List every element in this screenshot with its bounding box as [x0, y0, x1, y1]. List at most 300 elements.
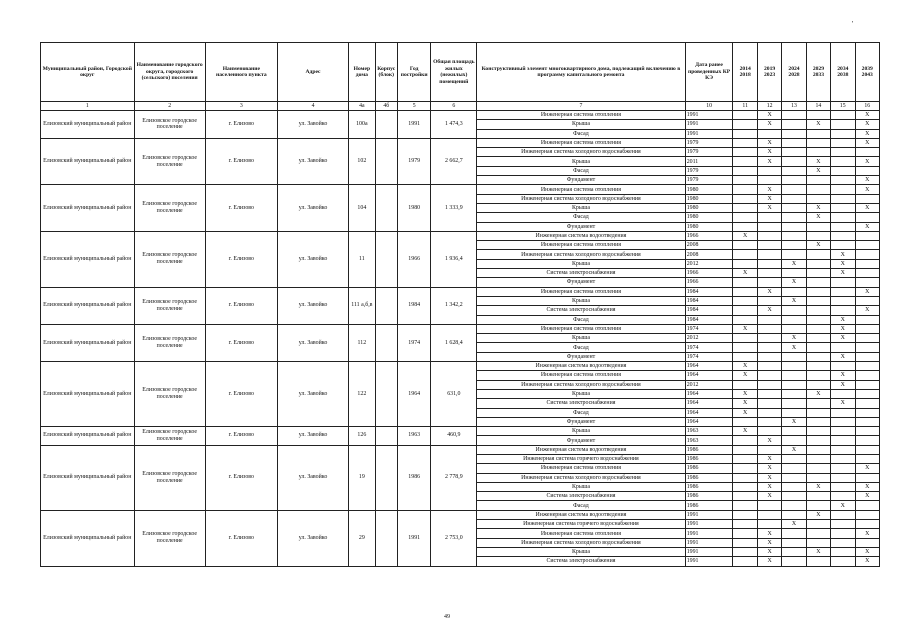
period-mark-cell: X: [831, 380, 855, 389]
period-mark-cell: [831, 176, 855, 185]
period-mark-cell: [855, 296, 879, 305]
address-cell: ул. Завойко: [277, 111, 348, 139]
period-mark-cell: [806, 408, 830, 417]
previous-repair-date-cell: 1984: [685, 315, 733, 324]
previous-repair-date-cell: 1964: [685, 389, 733, 398]
period-mark-cell: [782, 408, 806, 417]
period-mark-cell: X: [855, 176, 879, 185]
period-mark-cell: [831, 389, 855, 398]
period-mark-cell: [733, 352, 757, 361]
period-mark-cell: [733, 250, 757, 259]
house-number-cell: 126: [349, 427, 375, 446]
column-number: 7: [477, 102, 685, 111]
column-number: 4б: [375, 102, 397, 111]
period-mark-cell: X: [855, 111, 879, 120]
period-mark-cell: [757, 427, 781, 436]
period-mark-cell: [831, 557, 855, 566]
locality-cell: г. Елизово: [205, 138, 277, 184]
build-year-cell: 1974: [397, 324, 431, 361]
element-cell: Фасад: [477, 315, 685, 324]
district-cell: Елизовский муниципальный район: [41, 287, 135, 324]
previous-repair-date-cell: 1979: [685, 176, 733, 185]
column-number: 13: [782, 102, 806, 111]
previous-repair-date-cell: 1991: [685, 129, 733, 138]
period-mark-cell: X: [757, 557, 781, 566]
period-mark-cell: [757, 315, 781, 324]
element-cell: Крыша: [477, 389, 685, 398]
area-cell: 631,0: [431, 362, 477, 427]
period-mark-cell: [855, 436, 879, 445]
period-mark-cell: [733, 417, 757, 426]
element-cell: Инженерная система отопления: [477, 324, 685, 333]
period-mark-cell: X: [831, 352, 855, 361]
period-mark-cell: [855, 362, 879, 371]
element-cell: Инженерная система водоотведения: [477, 362, 685, 371]
period-mark-cell: [831, 482, 855, 491]
period-mark-cell: [782, 501, 806, 510]
period-mark-cell: X: [855, 529, 879, 538]
period-mark-cell: X: [831, 315, 855, 324]
period-mark-cell: [806, 557, 830, 566]
period-mark-cell: [733, 492, 757, 501]
period-mark-cell: [733, 557, 757, 566]
period-mark-cell: [806, 492, 830, 501]
period-mark-cell: [782, 176, 806, 185]
period-mark-cell: X: [855, 222, 879, 231]
period-mark-cell: [757, 176, 781, 185]
period-mark-cell: [806, 520, 830, 529]
period-mark-cell: X: [757, 157, 781, 166]
element-cell: Фундамент: [477, 222, 685, 231]
period-mark-cell: X: [855, 287, 879, 296]
period-mark-cell: [757, 269, 781, 278]
period-mark-cell: [831, 222, 855, 231]
period-mark-cell: X: [782, 278, 806, 287]
table-row: [41, 138, 880, 147]
district-cell: Елизовский муниципальный район: [41, 231, 135, 287]
period-mark-cell: [855, 213, 879, 222]
previous-repair-date-cell: 1986: [685, 482, 733, 491]
column-number: 16: [855, 102, 879, 111]
period-mark-cell: X: [757, 306, 781, 315]
locality-cell: г. Елизово: [205, 362, 277, 427]
period-mark-cell: [782, 203, 806, 212]
period-mark-cell: X: [831, 501, 855, 510]
period-mark-cell: [757, 501, 781, 510]
address-cell: ул. Завойко: [277, 287, 348, 324]
period-mark-cell: [831, 278, 855, 287]
element-cell: Инженерная система водоотведения: [477, 231, 685, 240]
previous-repair-date-cell: 1991: [685, 520, 733, 529]
period-mark-cell: [757, 520, 781, 529]
column-header: Адрес: [277, 43, 348, 102]
period-mark-cell: [806, 278, 830, 287]
locality-cell: г. Елизово: [205, 324, 277, 361]
block-cell: [375, 427, 397, 446]
period-mark-cell: [733, 306, 757, 315]
period-mark-cell: X: [855, 492, 879, 501]
column-number: 14: [806, 102, 830, 111]
period-mark-cell: X: [782, 334, 806, 343]
area-cell: 1 333,9: [431, 185, 477, 231]
period-mark-cell: [831, 185, 855, 194]
period-mark-cell: [855, 324, 879, 333]
element-cell: Фасад: [477, 343, 685, 352]
period-mark-cell: [733, 454, 757, 463]
area-cell: 1 628,4: [431, 324, 477, 361]
period-mark-cell: [733, 473, 757, 482]
period-mark-cell: [806, 445, 830, 454]
element-cell: Крыша: [477, 427, 685, 436]
house-number-cell: 122: [349, 362, 375, 427]
column-number: 3: [205, 102, 277, 111]
period-mark-cell: [733, 334, 757, 343]
house-number-cell: 112: [349, 324, 375, 361]
build-year-cell: 1980: [397, 185, 431, 231]
area-cell: 460,9: [431, 427, 477, 446]
period-mark-cell: [782, 148, 806, 157]
period-mark-cell: [806, 269, 830, 278]
period-mark-cell: [733, 529, 757, 538]
period-mark-cell: [855, 250, 879, 259]
period-mark-cell: [806, 324, 830, 333]
period-mark-cell: [831, 203, 855, 212]
period-mark-cell: [831, 445, 855, 454]
period-mark-cell: [806, 334, 830, 343]
table-row: [41, 231, 880, 240]
previous-repair-date-cell: 1986: [685, 501, 733, 510]
address-cell: ул. Завойко: [277, 324, 348, 361]
period-mark-cell: [855, 166, 879, 175]
period-mark-cell: [757, 222, 781, 231]
district-cell: Елизовский муниципальный район: [41, 510, 135, 566]
period-mark-cell: [757, 259, 781, 268]
element-cell: Инженерная система отопления: [477, 371, 685, 380]
period-mark-cell: [782, 464, 806, 473]
previous-repair-date-cell: 1974: [685, 324, 733, 333]
period-mark-cell: [831, 520, 855, 529]
period-mark-cell: [782, 492, 806, 501]
element-cell: Инженерная система водоотведения: [477, 510, 685, 519]
period-mark-cell: X: [831, 324, 855, 333]
previous-repair-date-cell: 1974: [685, 343, 733, 352]
period-mark-cell: X: [733, 269, 757, 278]
column-header: 2039 2043: [855, 43, 879, 102]
period-mark-cell: [733, 436, 757, 445]
period-mark-cell: [782, 166, 806, 175]
table-row: [41, 287, 880, 296]
period-mark-cell: [782, 222, 806, 231]
period-mark-cell: [782, 482, 806, 491]
period-mark-cell: [757, 417, 781, 426]
previous-repair-date-cell: 1964: [685, 399, 733, 408]
column-header: Дата ранее проведенных КР КЭ: [685, 43, 733, 102]
period-mark-cell: [806, 315, 830, 324]
previous-repair-date-cell: 1980: [685, 213, 733, 222]
period-mark-cell: X: [831, 371, 855, 380]
district-cell: Елизовский муниципальный район: [41, 138, 135, 184]
previous-repair-date-cell: 1991: [685, 538, 733, 547]
column-header: 2019 2023: [757, 43, 781, 102]
period-mark-cell: X: [733, 389, 757, 398]
period-mark-cell: [757, 371, 781, 380]
period-mark-cell: [733, 445, 757, 454]
element-cell: Система электроснабжения: [477, 269, 685, 278]
period-mark-cell: [831, 343, 855, 352]
locality-cell: г. Елизово: [205, 231, 277, 287]
period-mark-cell: [806, 129, 830, 138]
table-row: [41, 362, 880, 371]
previous-repair-date-cell: 1991: [685, 510, 733, 519]
previous-repair-date-cell: 1963: [685, 436, 733, 445]
previous-repair-date-cell: 1986: [685, 473, 733, 482]
element-cell: Фундамент: [477, 417, 685, 426]
period-mark-cell: [757, 408, 781, 417]
element-cell: Крыша: [477, 203, 685, 212]
previous-repair-date-cell: 2012: [685, 380, 733, 389]
period-mark-cell: [831, 547, 855, 556]
address-cell: ул. Завойко: [277, 138, 348, 184]
settlement-cell: Елизовское городское поселение: [134, 510, 205, 566]
area-cell: 1 936,4: [431, 231, 477, 287]
settlement-cell: Елизовское городское поселение: [134, 287, 205, 324]
period-mark-cell: [855, 334, 879, 343]
period-mark-cell: X: [757, 148, 781, 157]
build-year-cell: 1979: [397, 138, 431, 184]
period-mark-cell: [806, 194, 830, 203]
header-row: [41, 43, 880, 102]
period-mark-cell: [806, 148, 830, 157]
period-mark-cell: X: [757, 464, 781, 473]
period-mark-cell: [806, 222, 830, 231]
period-mark-cell: X: [831, 250, 855, 259]
period-mark-cell: [831, 241, 855, 250]
element-cell: Система электроснабжения: [477, 399, 685, 408]
period-mark-cell: X: [733, 427, 757, 436]
previous-repair-date-cell: 1991: [685, 557, 733, 566]
period-mark-cell: [806, 138, 830, 147]
period-mark-cell: [855, 417, 879, 426]
period-mark-cell: [733, 538, 757, 547]
element-cell: Фасад: [477, 501, 685, 510]
previous-repair-date-cell: 1986: [685, 464, 733, 473]
period-mark-cell: [782, 324, 806, 333]
previous-repair-date-cell: 1991: [685, 547, 733, 556]
previous-repair-date-cell: 1980: [685, 185, 733, 194]
corner-mark: ': [852, 20, 854, 28]
previous-repair-date-cell: 1986: [685, 492, 733, 501]
previous-repair-date-cell: 1966: [685, 269, 733, 278]
locality-cell: г. Елизово: [205, 287, 277, 324]
period-mark-cell: [733, 138, 757, 147]
period-mark-cell: [806, 371, 830, 380]
period-mark-cell: X: [733, 399, 757, 408]
period-mark-cell: [782, 380, 806, 389]
period-mark-cell: [831, 417, 855, 426]
column-number: 15: [831, 102, 855, 111]
period-mark-cell: [782, 399, 806, 408]
period-mark-cell: [855, 278, 879, 287]
period-mark-cell: [806, 454, 830, 463]
period-mark-cell: [757, 352, 781, 361]
element-cell: Инженерная система водоотведения: [477, 445, 685, 454]
period-mark-cell: [831, 464, 855, 473]
column-number: 11: [733, 102, 757, 111]
period-mark-cell: [806, 427, 830, 436]
table-body: [41, 111, 880, 567]
column-header: Муниципальный район, Городской округ: [41, 43, 135, 102]
period-mark-cell: [757, 213, 781, 222]
period-mark-cell: [757, 399, 781, 408]
period-mark-cell: [855, 352, 879, 361]
block-cell: [375, 510, 397, 566]
period-mark-cell: X: [757, 538, 781, 547]
element-cell: Инженерная система отопления: [477, 111, 685, 120]
period-mark-cell: [831, 510, 855, 519]
period-mark-cell: X: [757, 138, 781, 147]
column-header: Общая площадь жилых (нежилых) помещений: [431, 43, 477, 102]
element-cell: Фундамент: [477, 436, 685, 445]
period-mark-cell: X: [855, 306, 879, 315]
period-mark-cell: [855, 380, 879, 389]
period-mark-cell: [782, 194, 806, 203]
period-mark-cell: X: [855, 120, 879, 129]
address-cell: ул. Завойко: [277, 510, 348, 566]
element-cell: Крыша: [477, 547, 685, 556]
period-mark-cell: [831, 213, 855, 222]
period-mark-cell: X: [806, 203, 830, 212]
period-mark-cell: [855, 194, 879, 203]
area-cell: 2 662,7: [431, 138, 477, 184]
element-cell: Фасад: [477, 166, 685, 175]
table-row: [41, 510, 880, 519]
house-number-cell: 100а: [349, 111, 375, 139]
period-mark-cell: [855, 427, 879, 436]
previous-repair-date-cell: 1986: [685, 445, 733, 454]
previous-repair-date-cell: 1966: [685, 231, 733, 240]
period-mark-cell: X: [806, 120, 830, 129]
element-cell: Крыша: [477, 334, 685, 343]
district-cell: Елизовский муниципальный район: [41, 362, 135, 427]
period-mark-cell: [855, 148, 879, 157]
period-mark-cell: [782, 389, 806, 398]
district-cell: Елизовский муниципальный район: [41, 445, 135, 510]
period-mark-cell: X: [855, 482, 879, 491]
period-mark-cell: X: [757, 185, 781, 194]
period-mark-cell: [855, 520, 879, 529]
period-mark-cell: X: [757, 203, 781, 212]
period-mark-cell: X: [855, 547, 879, 556]
period-mark-cell: [831, 129, 855, 138]
period-mark-cell: [806, 417, 830, 426]
period-mark-cell: [757, 362, 781, 371]
previous-repair-date-cell: 1984: [685, 296, 733, 305]
element-cell: Фасад: [477, 129, 685, 138]
period-mark-cell: X: [855, 203, 879, 212]
period-mark-cell: [782, 352, 806, 361]
element-cell: Крыша: [477, 120, 685, 129]
period-mark-cell: X: [782, 445, 806, 454]
previous-repair-date-cell: 1979: [685, 166, 733, 175]
period-mark-cell: [782, 510, 806, 519]
house-number-cell: 19: [349, 445, 375, 510]
house-number-cell: 111 а,б,в: [349, 287, 375, 324]
element-cell: Инженерная система отопления: [477, 529, 685, 538]
period-mark-cell: [855, 538, 879, 547]
period-mark-cell: [831, 473, 855, 482]
period-mark-cell: [757, 241, 781, 250]
block-cell: [375, 138, 397, 184]
period-mark-cell: [855, 510, 879, 519]
period-mark-cell: [831, 120, 855, 129]
period-mark-cell: [782, 111, 806, 120]
period-mark-cell: [733, 296, 757, 305]
period-mark-cell: [757, 231, 781, 240]
period-mark-cell: [806, 529, 830, 538]
period-mark-cell: [733, 520, 757, 529]
address-cell: ул. Завойко: [277, 185, 348, 231]
settlement-cell: Елизовское городское поселение: [134, 445, 205, 510]
period-mark-cell: X: [782, 296, 806, 305]
column-header: Наименование городского округа, городского (сельского) поселения: [134, 43, 205, 102]
period-mark-cell: [782, 250, 806, 259]
period-mark-cell: [757, 334, 781, 343]
period-mark-cell: [782, 436, 806, 445]
period-mark-cell: X: [757, 287, 781, 296]
period-mark-cell: [733, 185, 757, 194]
period-mark-cell: [855, 231, 879, 240]
period-mark-cell: X: [733, 324, 757, 333]
period-mark-cell: [733, 120, 757, 129]
period-mark-cell: X: [757, 436, 781, 445]
previous-repair-date-cell: 1980: [685, 194, 733, 203]
period-mark-cell: [806, 231, 830, 240]
column-number-row: [41, 102, 880, 111]
element-cell: Система электроснабжения: [477, 557, 685, 566]
previous-repair-date-cell: 1974: [685, 352, 733, 361]
element-cell: Фасад: [477, 408, 685, 417]
period-mark-cell: [733, 148, 757, 157]
block-cell: [375, 185, 397, 231]
period-mark-cell: [831, 436, 855, 445]
period-mark-cell: [831, 362, 855, 371]
period-mark-cell: [831, 148, 855, 157]
period-mark-cell: X: [757, 120, 781, 129]
locality-cell: г. Елизово: [205, 445, 277, 510]
period-mark-cell: [806, 352, 830, 361]
period-mark-cell: [806, 464, 830, 473]
period-mark-cell: [831, 538, 855, 547]
period-mark-cell: X: [806, 482, 830, 491]
column-number: 6: [431, 102, 477, 111]
period-mark-cell: [733, 241, 757, 250]
period-mark-cell: [831, 296, 855, 305]
period-mark-cell: [733, 157, 757, 166]
address-cell: ул. Завойко: [277, 427, 348, 446]
period-mark-cell: [782, 454, 806, 463]
period-mark-cell: X: [855, 557, 879, 566]
period-mark-cell: X: [855, 129, 879, 138]
house-number-cell: 11: [349, 231, 375, 287]
period-mark-cell: X: [806, 213, 830, 222]
element-cell: Система электроснабжения: [477, 306, 685, 315]
period-mark-cell: X: [782, 520, 806, 529]
period-mark-cell: [806, 250, 830, 259]
element-cell: Фасад: [477, 213, 685, 222]
column-header: Год постройки: [397, 43, 431, 102]
period-mark-cell: X: [782, 259, 806, 268]
period-mark-cell: [782, 547, 806, 556]
